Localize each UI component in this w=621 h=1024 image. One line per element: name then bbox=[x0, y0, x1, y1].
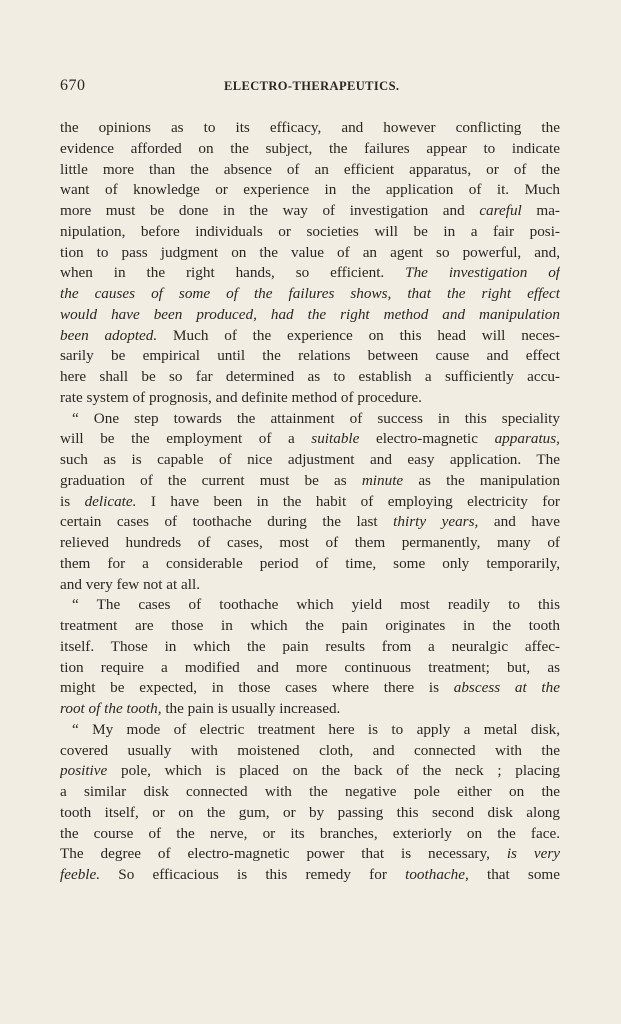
text-segment: might be expected, in those cases where there is bbox=[60, 679, 454, 697]
italic-text: would have been produced, had the right method and manipulation bbox=[60, 305, 560, 323]
text-line bbox=[60, 243, 560, 264]
text-line bbox=[60, 222, 560, 243]
text-segment: here shall be so far determined as to establish a sufficiently accu- bbox=[60, 368, 560, 385]
text-segment: rate system of prognosis, and definite method of procedure. bbox=[60, 388, 422, 406]
text-line bbox=[60, 782, 560, 803]
text-line bbox=[60, 409, 560, 430]
italic-text: delicate. bbox=[84, 492, 137, 510]
text-segment: treatment are those in which the pain originates in the tooth bbox=[60, 617, 560, 634]
text-line bbox=[60, 201, 560, 222]
text-line bbox=[60, 512, 560, 533]
italic-text: positive bbox=[60, 762, 108, 780]
text-line bbox=[60, 741, 560, 762]
running-head: ELECTRO-THERAPEUTICS. bbox=[224, 79, 400, 93]
text-line bbox=[60, 637, 560, 658]
text-segment: is bbox=[60, 492, 85, 510]
text-line bbox=[60, 658, 560, 679]
text-segment: will be the employment of a bbox=[60, 430, 312, 448]
text-segment: tooth itself, or on the gum, or by passing this second disk along bbox=[60, 803, 560, 821]
text-line bbox=[60, 533, 560, 554]
text-line bbox=[60, 699, 560, 720]
text-line bbox=[60, 575, 560, 596]
text-segment: little more than the absence of an efficient apparatus, or of the bbox=[60, 160, 560, 178]
text-segment: “ My mode of electric treatment here is to apply a metal disk, bbox=[72, 720, 560, 738]
text-segment: ma- bbox=[521, 202, 560, 219]
text-segment: “ One step towards the attainment of success in this speciality bbox=[72, 409, 560, 427]
page-number: 670 bbox=[60, 77, 86, 94]
text-segment: the pain is usually increased. bbox=[161, 700, 341, 717]
text-segment: “ The cases of toothache which yield most readily to this bbox=[72, 596, 560, 614]
text-line bbox=[60, 844, 560, 865]
text-segment: such as is capable of nice adjustment and easy application. The bbox=[60, 451, 560, 468]
italic-text: toothache, bbox=[405, 866, 469, 883]
text-segment: The degree of electro-magnetic power that is necessary, bbox=[60, 845, 507, 863]
text-segment: itself. Those in which the pain results from a neuralgic affec- bbox=[60, 637, 560, 655]
text-segment: the course of the nerve, or its branches, exteriorly on the face. bbox=[60, 824, 560, 842]
body-text bbox=[60, 118, 560, 886]
italic-text: feeble. bbox=[60, 866, 101, 883]
text-line bbox=[60, 803, 560, 824]
italic-text: apparatus, bbox=[494, 430, 560, 448]
text-line bbox=[60, 160, 560, 181]
italic-text: been adopted. bbox=[60, 326, 158, 344]
text-segment: want of knowledge or experience in the application of it. Much bbox=[60, 181, 560, 199]
text-line bbox=[60, 263, 560, 284]
text-line bbox=[60, 824, 560, 845]
text-line bbox=[60, 139, 560, 160]
text-segment: them for a considerable period of time, some only temporarily, bbox=[60, 554, 560, 572]
text-segment: when in the right hands, so efficient. bbox=[60, 264, 406, 282]
text-segment: pole, which is placed on the back of the neck ; placing bbox=[107, 762, 560, 780]
italic-text: careful bbox=[479, 202, 522, 219]
text-line bbox=[60, 678, 560, 699]
text-line bbox=[60, 118, 560, 139]
text-segment: relieved hundreds of cases, most of them permanently, many of bbox=[60, 534, 560, 551]
text-segment: sarily be empirical until the relations between cause and effect bbox=[60, 347, 560, 365]
text-segment: So efficacious is this remedy for bbox=[100, 866, 406, 883]
italic-text: root of the tooth, bbox=[60, 700, 162, 717]
text-segment: graduation of the current must be as bbox=[60, 471, 362, 489]
page-header bbox=[60, 77, 561, 99]
text-line bbox=[60, 450, 560, 471]
text-segment: evidence afforded on the subject, the failures appear to indicate bbox=[60, 139, 560, 157]
text-segment: that some bbox=[468, 866, 560, 883]
text-segment: covered usually with moistened cloth, and connected with the bbox=[60, 741, 560, 759]
italic-text: abscess at the bbox=[453, 679, 560, 697]
italic-text: is very bbox=[506, 845, 560, 863]
text-line bbox=[60, 865, 560, 886]
italic-text: The investigation of bbox=[405, 264, 560, 282]
text-line bbox=[60, 326, 560, 347]
italic-text: the causes of some of the failures shows, that the right effect bbox=[60, 285, 560, 302]
text-line bbox=[60, 284, 560, 305]
italic-text: minute bbox=[361, 471, 404, 489]
text-line bbox=[60, 761, 560, 782]
text-line bbox=[60, 720, 560, 741]
text-segment: electro-magnetic bbox=[359, 430, 495, 448]
text-line bbox=[60, 616, 560, 637]
text-segment: certain cases of toothache during the last bbox=[60, 513, 394, 531]
text-line bbox=[60, 471, 560, 492]
italic-text: suitable bbox=[311, 430, 360, 448]
text-segment: the opinions as to its efficacy, and however conflicting the bbox=[60, 119, 560, 136]
text-segment: I have been in the habit of employing electricity for bbox=[136, 492, 560, 510]
text-segment: tion to pass judgment on the value of an agent so powerful, and, bbox=[60, 243, 560, 261]
text-segment: as the manipulation bbox=[403, 471, 560, 489]
text-segment: and have bbox=[478, 513, 560, 531]
text-line bbox=[60, 367, 560, 388]
text-segment: more must be done in the way of investigation and bbox=[60, 202, 480, 219]
text-segment: tion require a modified and more continuous treatment; but, as bbox=[60, 658, 560, 676]
text-line bbox=[60, 492, 560, 513]
text-line bbox=[60, 305, 560, 326]
text-segment: nipulation, before individuals or societies will be in a fair posi- bbox=[60, 222, 560, 240]
text-line bbox=[60, 595, 560, 616]
text-line bbox=[60, 429, 560, 450]
text-line bbox=[60, 346, 560, 367]
text-line bbox=[60, 554, 560, 575]
text-segment: a similar disk connected with the negative pole either on the bbox=[60, 783, 560, 800]
text-segment: Much of the experience on this head will neces- bbox=[157, 326, 560, 344]
italic-text: thirty years, bbox=[393, 513, 479, 531]
text-line bbox=[60, 180, 560, 201]
text-line bbox=[60, 388, 560, 409]
text-segment: and very few not at all. bbox=[60, 575, 201, 593]
